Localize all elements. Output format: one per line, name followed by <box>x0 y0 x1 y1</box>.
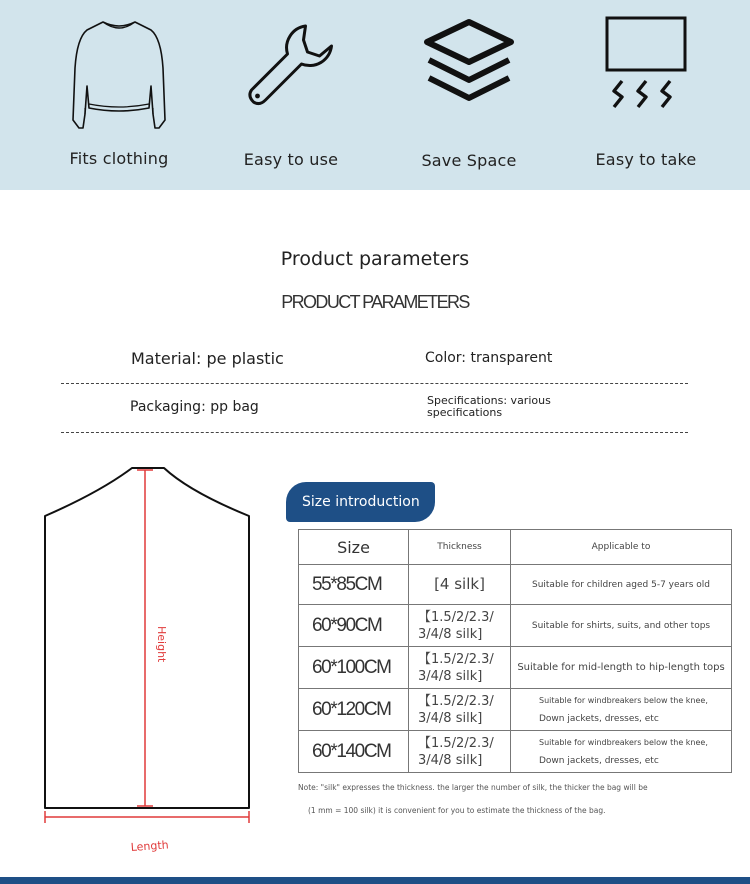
header-applicable: Applicable to <box>511 530 732 565</box>
applicable-line: Down jackets, dresses, etc <box>539 755 659 766</box>
size-table <box>298 529 732 773</box>
features-band <box>0 0 750 190</box>
cell-applicable <box>511 689 732 731</box>
divider <box>61 432 688 433</box>
cell-applicable: Suitable for shirts, suits, and other tops <box>511 605 732 647</box>
cell-thickness: 【1.5/2/2.3/ 3/4/8 silk] <box>409 731 511 773</box>
header-size: Size <box>299 530 409 565</box>
applicable-line: Suitable for windbreakers below the knee, <box>539 695 708 705</box>
cell-size: 60*120CM <box>299 689 409 731</box>
cell-size: 60*100CM <box>299 647 409 689</box>
table-row <box>299 731 732 773</box>
length-label: Length <box>130 838 170 854</box>
feature-save-space <box>384 0 554 190</box>
param-color: Color: transparent <box>425 350 553 366</box>
feature-label: Easy to take <box>595 150 697 169</box>
thickness-note: Note: "silk" expresses the thickness. the larger the number of silk, the thicker the bag will be <box>298 783 648 792</box>
bottom-bar <box>0 877 750 884</box>
table-row <box>299 689 732 731</box>
cell-thickness: 【1.5/2/2.3/ 3/4/8 silk] <box>409 647 511 689</box>
applicable-line: Suitable for windbreakers below the knee, <box>539 737 708 747</box>
parameters-subtitle: PRODUCT PARAMETERS <box>281 292 469 312</box>
feature-label: Save Space <box>421 151 517 170</box>
cell-thickness: 【1.5/2/2.3/ 3/4/8 silk] <box>409 605 511 647</box>
table-header-row <box>299 530 732 565</box>
cell-applicable: Suitable for mid-length to hip-length tops <box>511 647 732 689</box>
size-introduction-badge: Size introduction <box>286 482 435 522</box>
table-row <box>299 565 732 605</box>
feature-fits-clothing <box>34 0 204 190</box>
cell-applicable: Suitable for children aged 5-7 years old <box>511 565 732 605</box>
cell-thickness: [4 silk] <box>409 565 511 605</box>
param-packaging: Packaging: pp bag <box>130 399 259 415</box>
table-row <box>299 605 732 647</box>
wrench-icon <box>244 20 339 110</box>
cell-thickness: 【1.5/2/2.3/ 3/4/8 silk] <box>409 689 511 731</box>
feature-easy-to-use <box>206 0 376 190</box>
header-thickness: Thickness <box>409 530 511 565</box>
garment-bag-diagram <box>40 462 260 862</box>
applicable-line: Down jackets, dresses, etc <box>539 713 659 724</box>
feature-label: Fits clothing <box>69 149 169 168</box>
height-label: Height <box>155 626 168 663</box>
heated-box-icon <box>604 15 688 111</box>
divider <box>61 383 688 384</box>
cell-size: 55*85CM <box>299 565 409 605</box>
table-row <box>299 647 732 689</box>
param-material: Material: pe plastic <box>131 349 284 368</box>
bag-outline <box>45 468 249 808</box>
feature-easy-to-take <box>561 0 731 190</box>
sweater-icon <box>69 18 169 133</box>
cell-size: 60*140CM <box>299 731 409 773</box>
parameters-title: Product parameters <box>280 248 470 270</box>
layers-icon <box>423 18 515 110</box>
cell-applicable <box>511 731 732 773</box>
param-specifications: Specifications: various specifications <box>427 394 551 419</box>
thickness-note: (1 mm = 100 silk) it is convenient for you to estimate the thickness of the bag. <box>308 806 606 815</box>
feature-label: Easy to use <box>243 150 339 169</box>
cell-size: 60*90CM <box>299 605 409 647</box>
